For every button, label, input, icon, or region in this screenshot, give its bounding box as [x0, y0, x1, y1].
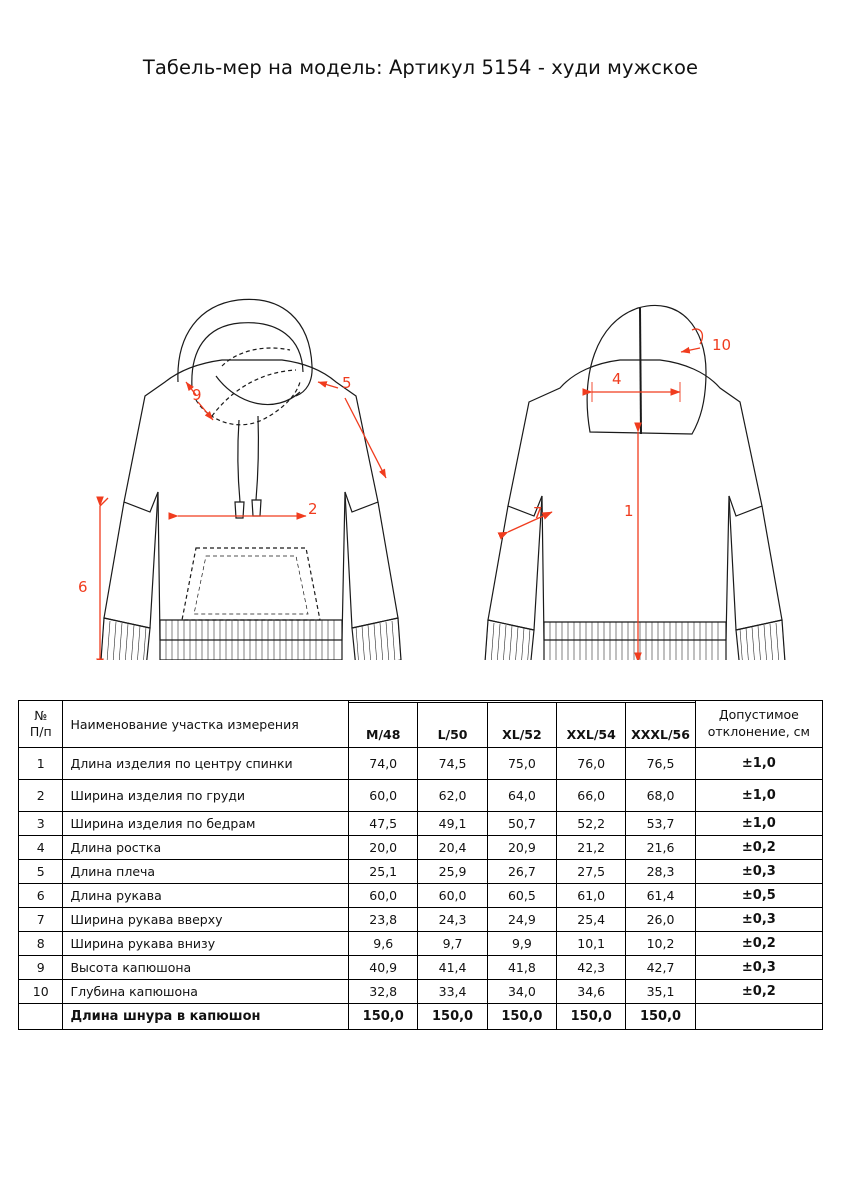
table-row: [19, 812, 823, 836]
header-size-m48: M/48: [349, 703, 418, 748]
row-deviation: ±1,0: [695, 812, 822, 836]
page-title: Табель-мер на модель: Артикул 5154 - худи мужское: [142, 56, 699, 79]
row-value-xxl54: 10,1: [557, 932, 626, 956]
row-value-m48: 32,8: [349, 980, 418, 1004]
row-value-xxl54: 76,0: [557, 748, 626, 780]
row-value-m48: 9,6: [349, 932, 418, 956]
row-value-m48: 47,5: [349, 812, 418, 836]
row-number: 3: [19, 812, 63, 836]
row-name: Ширина изделия по бедрам: [63, 812, 349, 836]
row-value-xl52: 64,0: [487, 780, 556, 812]
row-value-m48: 20,0: [349, 836, 418, 860]
header-size-l50: L/50: [418, 703, 487, 748]
table-body: [19, 748, 823, 1030]
callout-1: 1: [624, 502, 634, 520]
table-row: [19, 908, 823, 932]
header-number: [19, 701, 63, 748]
row-value-m48: 60,0: [349, 780, 418, 812]
table-row: [19, 836, 823, 860]
table-row: [19, 884, 823, 908]
row-value-l50: 74,5: [418, 748, 487, 780]
back-callout-labels: [533, 336, 731, 522]
row-number: 10: [19, 980, 63, 1004]
row-name: Глубина капюшона: [63, 980, 349, 1004]
row-number: 9: [19, 956, 63, 980]
row-value-xl52: 150,0: [487, 1004, 556, 1030]
row-value-l50: 9,7: [418, 932, 487, 956]
row-value-xxxl56: 150,0: [626, 1004, 695, 1030]
row-value-xxxl56: 10,2: [626, 932, 695, 956]
row-value-l50: 41,4: [418, 956, 487, 980]
row-value-xxxl56: 21,6: [626, 836, 695, 860]
row-value-m48: 40,9: [349, 956, 418, 980]
row-deviation: ±0,2: [695, 980, 822, 1004]
row-value-xl52: 41,8: [487, 956, 556, 980]
row-number: 4: [19, 836, 63, 860]
row-deviation: ±0,2: [695, 932, 822, 956]
table-row: [19, 932, 823, 956]
back-callouts: [508, 329, 702, 660]
technical-drawing: [0, 120, 841, 660]
row-value-m48: 74,0: [349, 748, 418, 780]
header-size-xl52: XL/52: [487, 703, 556, 748]
callout-6: 6: [78, 578, 88, 596]
row-value-l50: 25,9: [418, 860, 487, 884]
row-name: Ширина рукава внизу: [63, 932, 349, 956]
header-deviation-line1: Допустимое: [718, 707, 799, 723]
row-value-m48: 23,8: [349, 908, 418, 932]
row-value-xxxl56: 28,3: [626, 860, 695, 884]
header-deviation: [695, 701, 822, 748]
row-value-xxxl56: 26,0: [626, 908, 695, 932]
row-value-xxl54: 21,2: [557, 836, 626, 860]
row-value-xl52: 24,9: [487, 908, 556, 932]
row-deviation: ±0,3: [695, 908, 822, 932]
row-number: 5: [19, 860, 63, 884]
row-name: Ширина изделия по груди: [63, 780, 349, 812]
row-value-l50: 62,0: [418, 780, 487, 812]
row-value-xxl54: 150,0: [557, 1004, 626, 1030]
row-number: 6: [19, 884, 63, 908]
front-callout-labels: [78, 374, 352, 660]
row-value-l50: 33,4: [418, 980, 487, 1004]
row-value-m48: 150,0: [349, 1004, 418, 1030]
row-name: Длина плеча: [63, 860, 349, 884]
row-value-l50: 150,0: [418, 1004, 487, 1030]
table-row: [19, 780, 823, 812]
callout-5: 5: [342, 374, 352, 392]
row-value-xl52: 20,9: [487, 836, 556, 860]
row-value-xl52: 50,7: [487, 812, 556, 836]
row-name: Длина изделия по центру спинки: [63, 748, 349, 780]
row-value-m48: 60,0: [349, 884, 418, 908]
table-row-cord-length: [19, 1004, 823, 1030]
row-number: 7: [19, 908, 63, 932]
row-number: 8: [19, 932, 63, 956]
row-value-xxxl56: 42,7: [626, 956, 695, 980]
row-deviation: ±0,2: [695, 836, 822, 860]
table-row: [19, 956, 823, 980]
row-value-xxl54: 25,4: [557, 908, 626, 932]
row-value-xxl54: 34,6: [557, 980, 626, 1004]
row-deviation: ±0,3: [695, 956, 822, 980]
header-size-xxl54: XXL/54: [557, 703, 626, 748]
row-value-xxxl56: 61,4: [626, 884, 695, 908]
header-measurement-name: Наименование участка измерения: [63, 701, 349, 748]
table-row: [19, 748, 823, 780]
row-value-xxxl56: 68,0: [626, 780, 695, 812]
callout-7: 7: [533, 504, 543, 522]
row-value-xl52: 60,5: [487, 884, 556, 908]
callout-4: 4: [612, 370, 622, 388]
row-number: 1: [19, 748, 63, 780]
back-view-hoodie: [485, 305, 785, 660]
header-size-xxxl56: XXXL/56: [626, 703, 695, 748]
callout-2: 2: [308, 500, 318, 518]
row-value-m48: 25,1: [349, 860, 418, 884]
header-deviation-line2: отклонение, см: [707, 724, 810, 739]
row-deviation: ±1,0: [695, 780, 822, 812]
row-number: [19, 1004, 63, 1030]
row-value-xxl54: 52,2: [557, 812, 626, 836]
row-value-l50: 60,0: [418, 884, 487, 908]
row-name: Длина ростка: [63, 836, 349, 860]
row-value-xxxl56: 53,7: [626, 812, 695, 836]
row-value-xxl54: 42,3: [557, 956, 626, 980]
measurement-table-wrap: [18, 700, 823, 1030]
front-view-hoodie: [101, 299, 401, 660]
row-value-l50: 20,4: [418, 836, 487, 860]
row-value-xxxl56: 76,5: [626, 748, 695, 780]
row-value-xxl54: 66,0: [557, 780, 626, 812]
row-value-xl52: 9,9: [487, 932, 556, 956]
row-value-l50: 24,3: [418, 908, 487, 932]
row-number: 2: [19, 780, 63, 812]
row-name: Длина рукава: [63, 884, 349, 908]
table-row: [19, 860, 823, 884]
row-value-xxl54: 27,5: [557, 860, 626, 884]
row-value-l50: 49,1: [418, 812, 487, 836]
row-deviation: ±0,5: [695, 884, 822, 908]
row-value-xl52: 75,0: [487, 748, 556, 780]
row-value-xl52: 26,7: [487, 860, 556, 884]
table-row: [19, 980, 823, 1004]
header-number-line1: №: [34, 708, 48, 724]
header-number-line2: П/п: [29, 724, 52, 739]
row-deviation: [695, 1004, 822, 1030]
row-name: Длина шнура в капюшон: [63, 1004, 349, 1030]
callout-10: 10: [712, 336, 732, 354]
callout-9: 9: [192, 386, 202, 404]
row-name: Ширина рукава вверху: [63, 908, 349, 932]
row-value-xxxl56: 35,1: [626, 980, 695, 1004]
measurement-table: [18, 700, 823, 1030]
row-value-xl52: 34,0: [487, 980, 556, 1004]
row-name: Высота капюшона: [63, 956, 349, 980]
row-value-xxl54: 61,0: [557, 884, 626, 908]
row-deviation: ±0,3: [695, 860, 822, 884]
row-deviation: ±1,0: [695, 748, 822, 780]
